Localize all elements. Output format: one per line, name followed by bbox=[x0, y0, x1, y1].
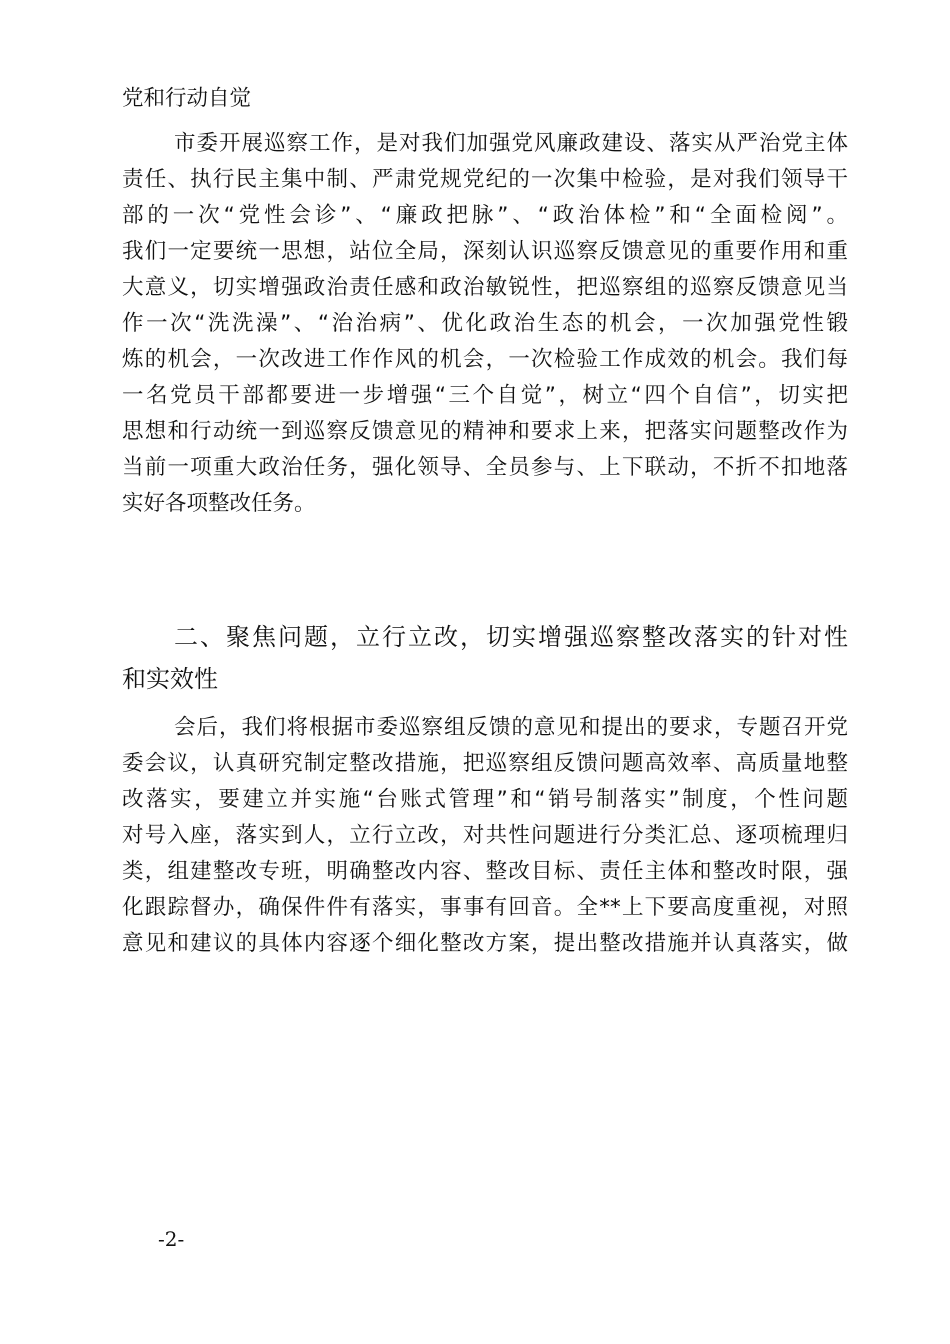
text-line: 责任、执行民主集中制、严肃党规党纪的一次集中检验，是对我们领导干 bbox=[122, 167, 848, 192]
text-line: 委会议，认真研究制定整改措施，把巡察组反馈问题高效率、高质量地整 bbox=[122, 751, 848, 776]
paragraph-2 bbox=[122, 710, 848, 962]
section-heading bbox=[122, 616, 848, 700]
heading-line: 和实效性 bbox=[122, 665, 218, 693]
text-line: 炼的机会，一次改进工作作风的机会，一次检验工作成效的机会。我们每 bbox=[122, 347, 848, 372]
text-line: 会后，我们将根据市委巡察组反馈的意见和提出的要求，专题召开党 bbox=[174, 715, 848, 740]
text-line: 对号入座，落实到人，立行立改，对共性问题进行分类汇总、逐项梳理归 bbox=[122, 823, 848, 848]
text-line: 思想和行动统一到巡察反馈意见的精神和要求上来，把落实问题整改作为 bbox=[122, 419, 848, 444]
text-line: 部的一次“党性会诊”、“廉政把脉”、“政治体检”和“全面检阅”。 bbox=[122, 203, 848, 228]
text-line: 一名党员干部都要进一步增强“三个自觉”，树立“四个自信”，切实把 bbox=[122, 383, 848, 408]
page-number: -2- bbox=[158, 1227, 185, 1251]
text-line: 实好各项整改任务。 bbox=[122, 491, 316, 516]
text-line: 作一次“洗洗澡”、“治治病”、优化政治生态的机会，一次加强党性锻 bbox=[122, 311, 848, 336]
text-line: 我们一定要统一思想，站位全局，深刻认识巡察反馈意见的重要作用和重 bbox=[122, 239, 848, 264]
text-line: 改落实，要建立并实施“台账式管理”和“销号制落实”制度，个性问题 bbox=[122, 787, 848, 812]
heading-line: 二、聚焦问题，立行立改，切实增强巡察整改落实的针对性 bbox=[174, 623, 848, 651]
text-line: 类，组建整改专班，明确整改内容、整改目标、责任主体和整改时限，强 bbox=[122, 859, 848, 884]
text-line: 当前一项重大政治任务，强化领导、全员参与、上下联动，不折不扣地落 bbox=[122, 455, 848, 480]
text-line: 大意义，切实增强政治责任感和政治敏锐性，把巡察组的巡察反馈意见当 bbox=[122, 275, 848, 300]
text-line: 化跟踪督办，确保件件有落实，事事有回音。全**上下要高度重视，对照 bbox=[122, 895, 848, 920]
text-line: 党和行动自觉 bbox=[122, 86, 252, 111]
paragraph-1 bbox=[122, 126, 848, 522]
text-line: 意见和建议的具体内容逐个细化整改方案，提出整改措施并认真落实，做 bbox=[122, 931, 848, 956]
paragraph-continuation bbox=[122, 81, 848, 117]
text-line: 市委开展巡察工作，是对我们加强党风廉政建设、落实从严治党主体 bbox=[174, 131, 848, 156]
